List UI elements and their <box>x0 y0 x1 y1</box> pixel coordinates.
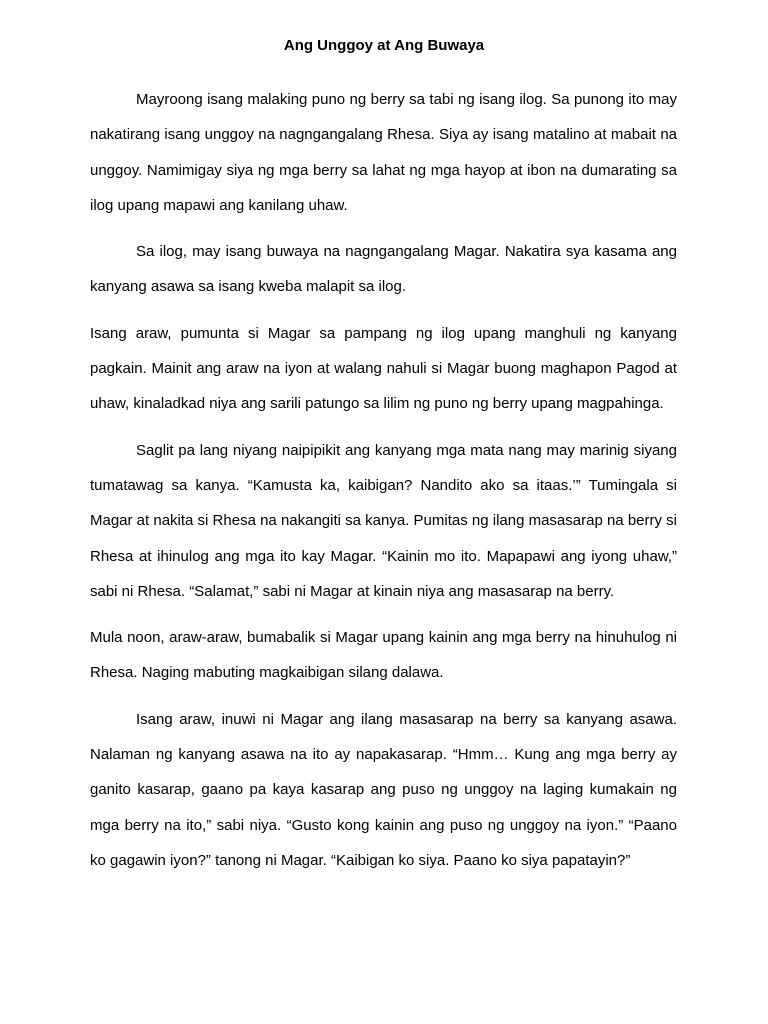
paragraph: Isang araw, pumunta si Magar sa pampang ng ilog upang manghuli ng kanyang pagkain. Mainit ang araw na iyon at walang nahuli si Magar buong maghapon Pagod at uhaw, kinaladkad niya ang sarili patungo sa lilim ng puno ng berry upang magpahinga. <box>90 324 677 413</box>
paragraph: Mula noon, araw-araw, bumabalik si Magar upang kainin ang mga berry na hinuhulog ni Rhesa. Naging mabuting magkaibigan silang dalawa. <box>90 629 677 682</box>
paragraph: Sa ilog, may isang buwaya na nagngangalang Magar. Nakatira sya kasama ang kanyang asawa sa isang kweba malapit sa ilog. <box>90 243 677 296</box>
document-title: Ang Unggoy at Ang Buwaya <box>283 37 485 54</box>
paragraph: Isang araw, inuwi ni Magar ang ilang masasarap na berry sa kanyang asawa. Nalaman ng kanyang asawa na ito ay napakasarap. “Hmm… Kung ang mga berry ay ganito kasarap, gaano pa kaya kasarap ang puso ng unggoy na laging kumakain ng mga berry na ito,” sabi niya. “Gusto kong kainin ang puso ng unggoy na iyon.” “Paano ko gagawin iyon?” tanong ni Magar. “Kaibigan ko siya. Paano ko siya papatayin?” <box>90 710 677 869</box>
paragraph: Mayroong isang malaking puno ng berry sa tabi ng isang ilog. Sa punong ito may nakatirang isang unggoy na nagngangalang Rhesa. Siya ay isang matalino at mabait na unggoy. Namimigay siya ng mga berry sa lahat ng mga hayop at ibon na dumarating sa ilog upang mapawi ang kanilang uhaw. <box>90 91 677 214</box>
paragraph: Saglit pa lang niyang naipipikit ang kanyang mga mata nang may marinig siyang tumatawag sa kanya. “Kamusta ka, kaibigan? Nandito ako sa itaas.’” Tumingala si Magar at nakita si Rhesa na nakangiti sa kanya. Pumitas ng ilang masasarap na berry si Rhesa at ihinulog ang mga ito kay Magar. “Kainin mo ito. Mapapawi ang iyong uhaw,” sabi ni Rhesa. “Salamat,” sabi ni Magar at kinain niya ang masasarap na berry. <box>90 441 677 600</box>
document-body <box>90 82 677 878</box>
